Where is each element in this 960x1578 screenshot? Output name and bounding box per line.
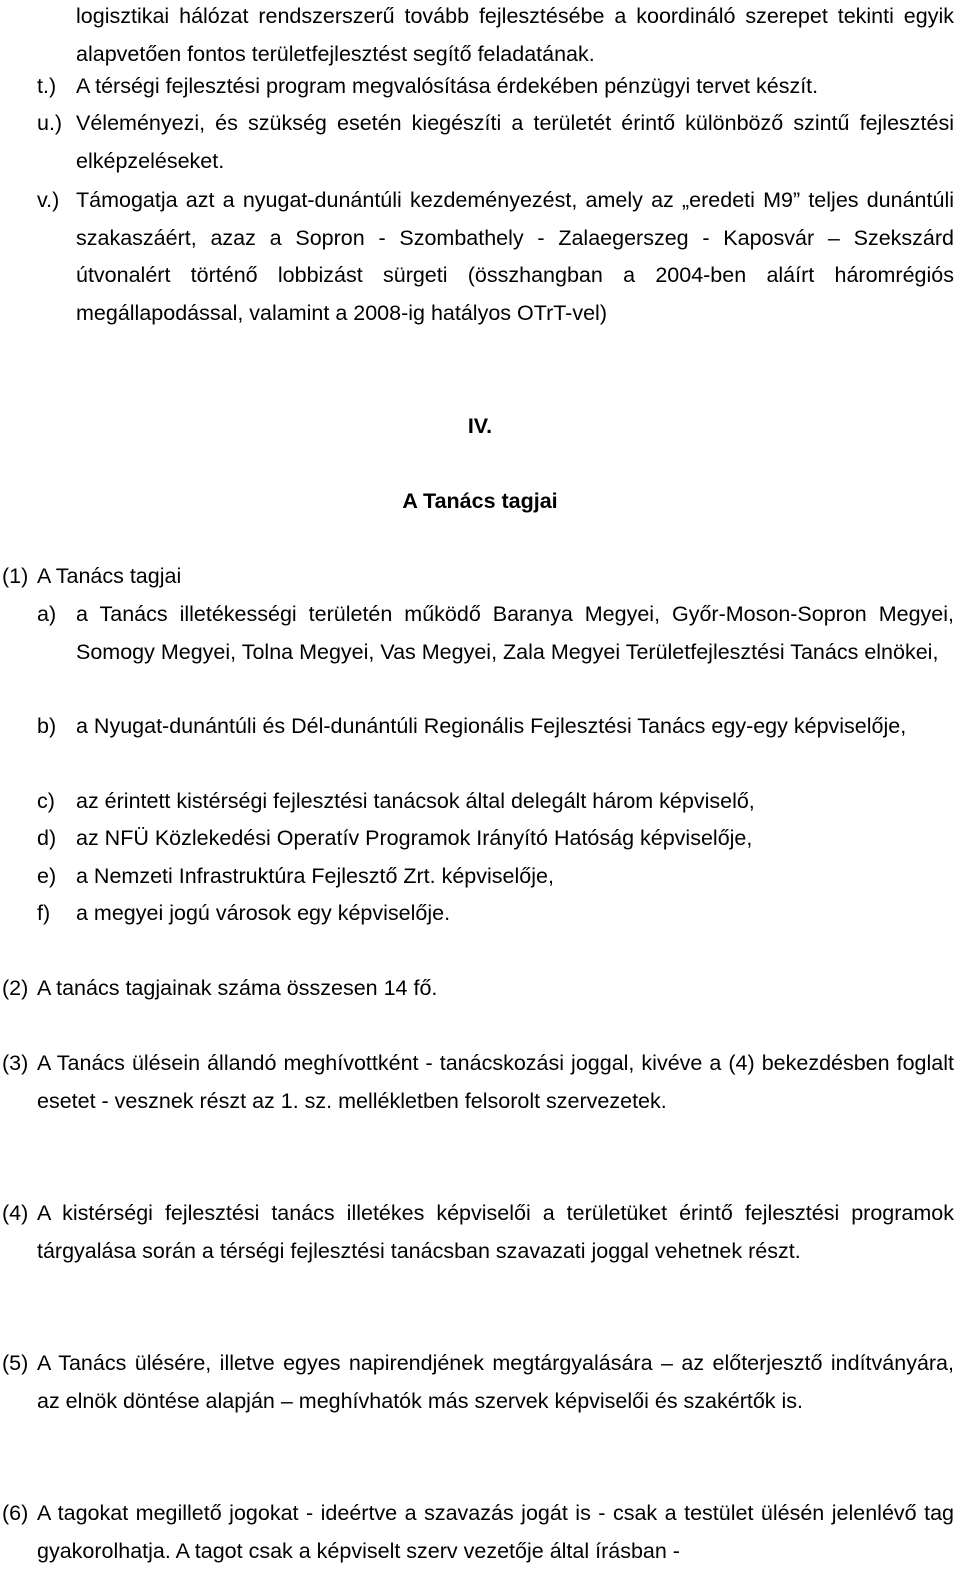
section-title: A Tanács tagjai (402, 489, 558, 513)
clause-3-label: (3) (2, 1051, 29, 1075)
list-item-text-v: Támogatja azt a nyugat-dunántúli kezdeményezést, amely az „eredeti M9” teljes dunántúli szakaszáért, azaz a Sopron - Szombathely - Zalaegerszeg - Kaposvár – Szekszárd útvonalért történő lobbizást sürgeti (összhangban a 2004-ben aláírt háromrégiós megállapodással, valamint a 2008-ig hatályos OTrT-vel) (76, 188, 954, 325)
subitem-text-e: a Nemzeti Infrastruktúra Fejlesztő Zrt. képviselője, (76, 864, 554, 888)
subitem-text-b: a Nyugat-dunántúli és Dél-dunántúli Regionális Fejlesztési Tanács egy-egy képviselője, (76, 714, 907, 738)
subitem-label-c: c) (37, 789, 55, 813)
clause-1-label: (1) (2, 564, 29, 588)
subitem-label-f: f) (37, 901, 51, 925)
clause-5-label: (5) (2, 1351, 29, 1375)
section-number: IV. (467, 414, 493, 438)
continuation-paragraph: logisztikai hálózat rendszerszerű tovább fejlesztésébe a koordináló szerepet tekinti egyik alapvetően fontos területfejlesztést segítő feladatának. (76, 4, 954, 66)
subitem-label-a: a) (37, 602, 57, 626)
subitem-label-e: e) (37, 864, 57, 888)
clause-2-text: A tanács tagjainak száma összesen 14 fő. (37, 976, 438, 1000)
clause-3-text: A Tanács ülésein állandó meghívottként - tanácskozási joggal, kivéve a (4) bekezdésben foglalt esetet - vesznek részt az 1. sz. mellékletben felsorolt szervezetek. (37, 1051, 954, 1113)
subitem-text-a: a Tanács illetékességi területén működő Baranya Megyei, Győr-Moson-Sopron Megyei, Somogy Megyei, Tolna Megyei, Vas Megyei, Zala Megyei Területfejlesztési Tanács elnökei, (76, 602, 954, 664)
clause-6-label: (6) (2, 1501, 29, 1525)
list-item-text-t: A térségi fejlesztési program megvalósítása érdekében pénzügyi tervet készít. (76, 74, 819, 98)
subitem-label-d: d) (37, 826, 57, 850)
clause-4-text: A kistérségi fejlesztési tanács illetékes képviselői a területüket érintő fejlesztési programok tárgyalása során a térségi fejlesztési tanácsban szavazati joggal vehetnek részt. (37, 1201, 954, 1263)
clause-1-text: A Tanács tagjai (37, 564, 182, 588)
clause-5-text: A Tanács ülésére, illetve egyes napirendjének megtárgyalására – az előterjesztő indítványára, az elnök döntése alapján – meghívhatók más szervek képviselői és szakértők is. (37, 1351, 954, 1413)
list-item-label-v: v.) (37, 188, 60, 212)
subitem-label-b: b) (37, 714, 57, 738)
clause-6-text: A tagokat megillető jogokat - ideértve a szavazás jogát is - csak a testület ülésén jelenlévő tag gyakorolhatja. A tagot csak a képviselt szerv vezetője által írásban - (37, 1501, 954, 1563)
subitem-text-f: a megyei jogú városok egy képviselője. (76, 901, 451, 925)
clause-4-label: (4) (2, 1201, 29, 1225)
list-item-text-u: Véleményezi, és szükség esetén kiegészíti a területét érintő különböző szintű fejlesztési elképzeléseket. (76, 111, 954, 173)
subitem-text-c: az érintett kistérségi fejlesztési tanácsok által delegált három képviselő, (76, 789, 755, 813)
list-item-label-u: u.) (37, 111, 63, 135)
clause-2-label: (2) (2, 976, 29, 1000)
subitem-text-d: az NFÜ Közlekedési Operatív Programok Irányító Hatóság képviselője, (76, 826, 753, 850)
list-item-label-t: t.) (37, 74, 57, 98)
